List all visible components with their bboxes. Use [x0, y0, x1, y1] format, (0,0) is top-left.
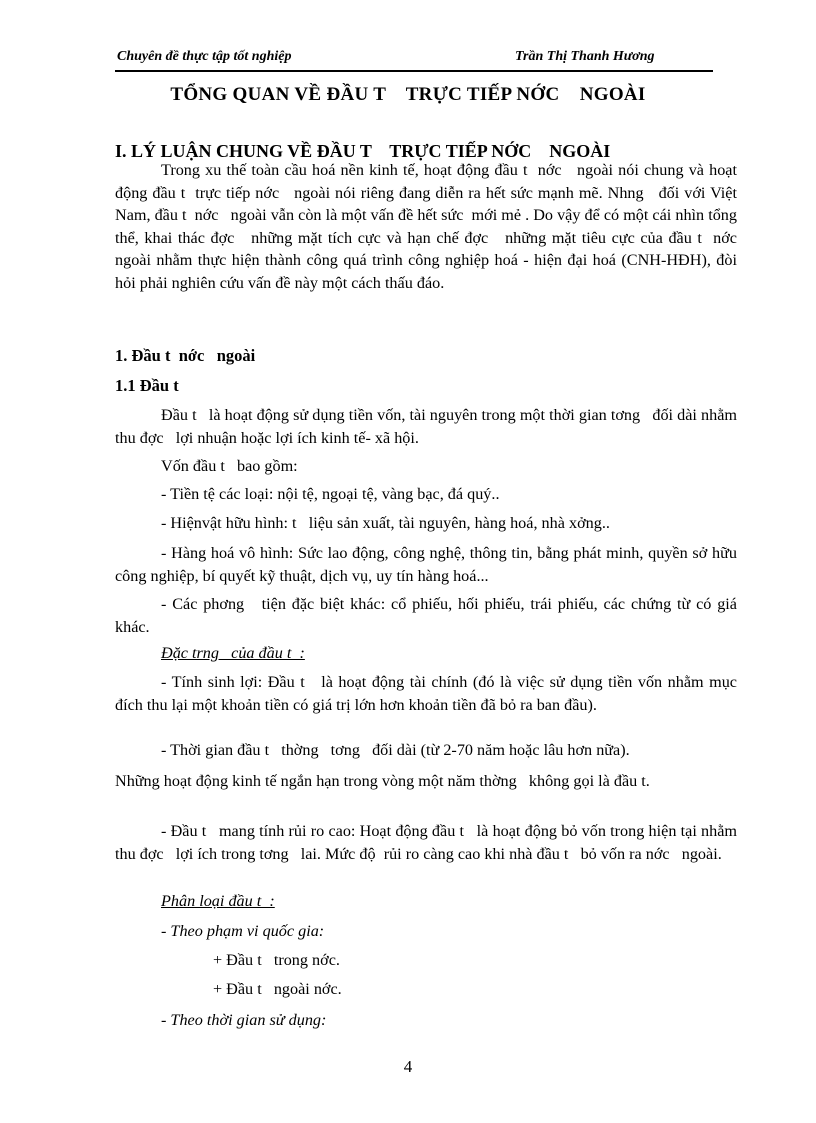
- feature-risk: - Đầu t mang tính rủi ro cao: Hoạt động đầu t là hoạt động bỏ vốn trong hiện tại nhằm thu đợc lợi ích trong tơng lai. Mức độ rủi ro càng cao khi nhà đầu t bỏ vốn ra nớc ngoài.: [115, 822, 742, 863]
- capital-item: - Tiền tệ các loại: nội tệ, ngoại tệ, vàng bạc, đá quý..: [161, 485, 500, 503]
- feature-profit: - Tính sinh lợi: Đầu t là hoạt động tài chính (đó là việc sử dụng tiền vốn nhằm mục đích thu lại một khoản tiền có giá trị lớn hơn khoản tiền đã bỏ ra ban đầu).: [115, 673, 742, 714]
- feature-time: - Thời gian đầu t thờng tơng đối dài (từ 2-70 năm hoặc lâu hơn nữa).: [161, 741, 630, 759]
- capital-item: - Các phơng tiện đặc biệt khác: cổ phiếu, hối phiếu, trái phiếu, các chứng từ có giá khác.: [115, 595, 742, 636]
- classification-by-time: - Theo thời gian sử dụng:: [161, 1011, 327, 1029]
- classification-heading: Phân loại đầu t :: [161, 892, 275, 910]
- document-title: TỔNG QUAN VỀ ĐẦU T TRỰC TIẾP NỚC NGOÀI: [170, 84, 646, 105]
- classification-foreign: + Đầu t ngoài nớc.: [213, 980, 342, 998]
- classification-domestic: + Đầu t trong nớc.: [213, 951, 340, 969]
- subsection-heading: 1. Đầu t nớc ngoài: [115, 346, 256, 365]
- page-header: [115, 44, 713, 72]
- definition-paragraph: Đầu t là hoạt động sử dụng tiền vốn, tài nguyên trong một thời gian tơng đối dài nhằm thu đợc lợi nhuận hoặc lợi ích kinh tế- xã hội.: [115, 406, 742, 447]
- section-heading: I. LÝ LUẬN CHUNG VỀ ĐẦU T TRỰC TIẾP NỚC NGOÀI: [115, 141, 611, 161]
- feature-short-term: Những hoạt động kinh tế ngắn hạn trong vòng một năm thờng không gọi là đầu t.: [115, 772, 650, 790]
- page-number: 4: [403, 1057, 413, 1076]
- header-left: Chuyên đề thực tập tốt nghiệp: [117, 49, 292, 64]
- intro-paragraph: Trong xu thế toàn cầu hoá nền kinh tế, hoạt động đầu t nớc ngoài nói chung và hoạt động đầu t trực tiếp nớc ngoài nói riêng đang diễn ra hết sức mạnh mẽ. Nhng đối với Việt Nam, đầu t nớc ngoài vẫn còn là một vấn đề hết sức mới mẻ . Do vậy để có một cái nhìn tổng thể, khai thác đợc những mặt tích cực và hạn chế đợc những mặt tiêu cực của đầu t nớc ngoài nhằm thực hiện thành công quá trình công nghiệp hoá - hiện đại hoá (CNH-HĐH), đòi hỏi phải nghiên cứu vấn đề này một cách thấu đáo.: [115, 161, 750, 292]
- classification-by-scope: - Theo phạm vi quốc gia:: [161, 922, 325, 940]
- capital-item: - Hiệnvật hữu hình: t liệu sản xuất, tài nguyên, hàng hoá, nhà xởng..: [161, 514, 610, 532]
- capital-intro: Vốn đầu t bao gồm:: [161, 457, 298, 475]
- features-heading: Đặc trng của đầu t :: [161, 644, 305, 662]
- capital-item: - Hàng hoá vô hình: Sức lao động, công nghệ, thông tin, bằng phát minh, quyền sở hữu công nghiệp, bí quyết kỹ thuật, dịch vụ, uy tín hàng hoá...: [115, 544, 742, 585]
- subsubsection-heading: 1.1 Đầu t: [115, 376, 179, 395]
- header-right: Trần Thị Thanh Hương: [515, 49, 655, 64]
